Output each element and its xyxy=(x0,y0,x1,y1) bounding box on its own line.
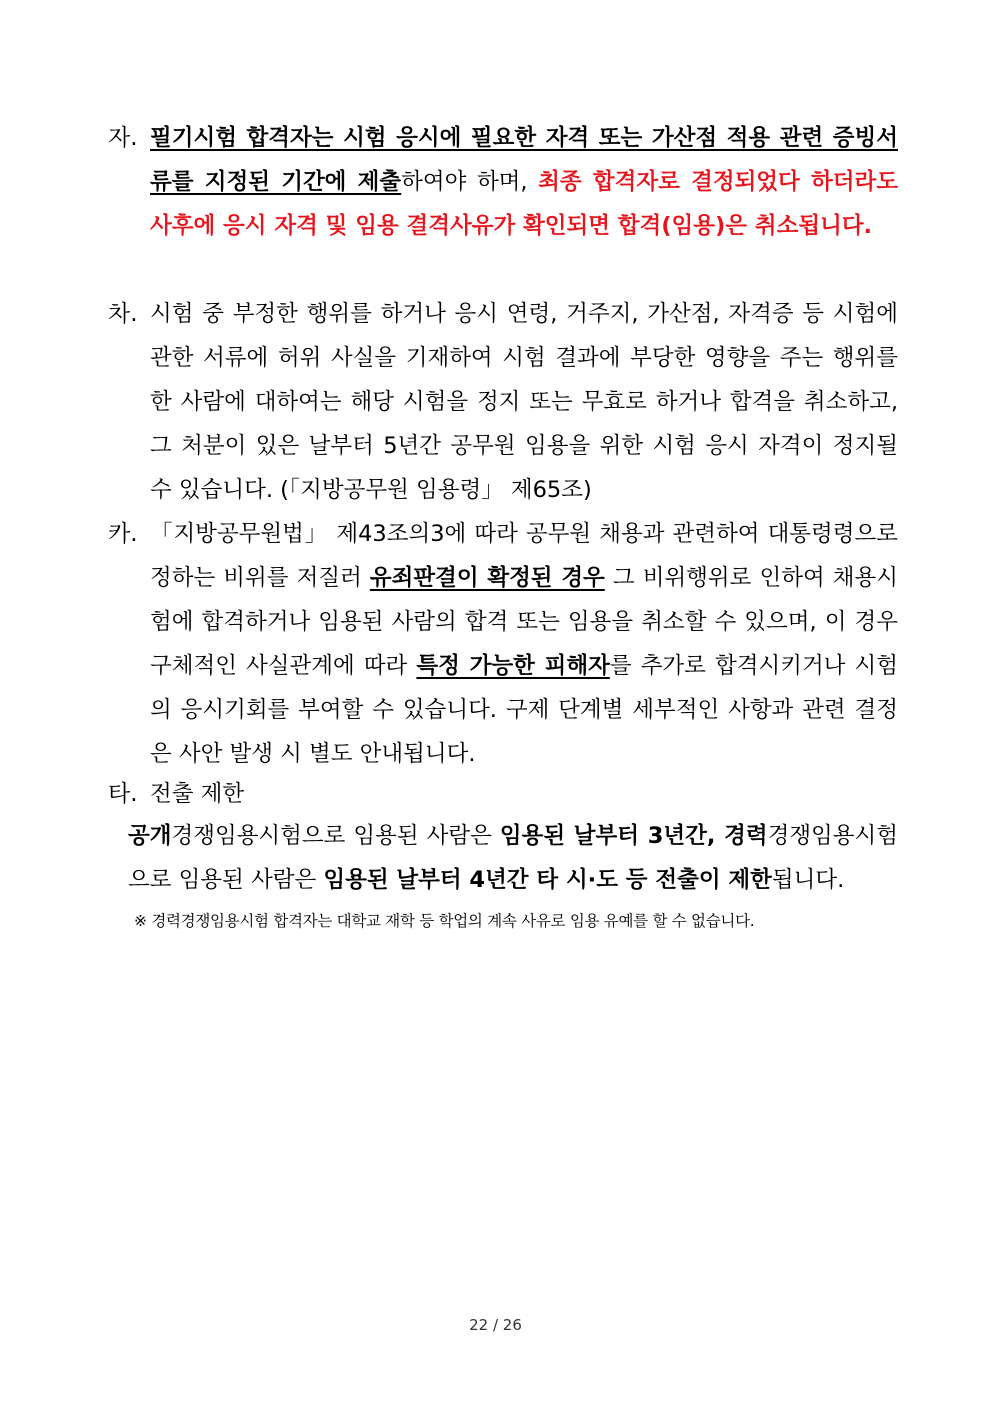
item-cha xyxy=(108,292,898,512)
plain-text: 그 비위행위로 인하여 채용시험에 합격하거나 임용된 사람의 합격 또는 임용을 취소할 수 있으며, 이 경우 구체적인 사실관계에 따라 xyxy=(150,565,898,679)
bold-text: 공개 xyxy=(128,823,172,849)
plain-text: 경쟁임용시험으로 임용된 사람은 xyxy=(171,823,500,849)
emphasis-underline: 특정 가능한 피해자 xyxy=(416,653,610,679)
emphasis-underline: 필기시험 합격자는 시험 응시에 필요한 자격 또는 가산점 적용 관련 증빙서류를 지정된 기간에 제출 xyxy=(150,125,898,195)
footnote: ※ 경력경쟁임용시험 합격자는 대학교 재학 등 학업의 계속 사유로 임용 유예를 할 수 없습니다. xyxy=(134,912,755,930)
item-ka xyxy=(108,512,898,776)
transfer-restriction-text xyxy=(128,814,898,902)
bold-text: 임용된 날부터 4년간 타 시·도 등 전출이 제한 xyxy=(323,867,772,893)
item-text xyxy=(150,116,898,248)
plain-text: 를 추가로 합격시키거나 시험의 응시기회를 부여할 수 있습니다. 구제 단계별 세부적인 사항과 관련 결정은 사안 발생 시 별도 안내됩니다. xyxy=(150,653,898,767)
plain-text: 하여야 하며, xyxy=(401,169,539,195)
item-ja xyxy=(108,116,898,248)
item-text xyxy=(150,512,898,776)
item-marker: 카. xyxy=(108,521,138,547)
item-ta xyxy=(108,772,898,816)
bold-text: 임용된 날부터 3년간, 경력 xyxy=(499,823,768,849)
item-marker: 자. xyxy=(108,125,138,151)
red-warning: 최종 합격자로 결정되었다 하더라도 사후에 응시 자격 및 임용 결격사유가 확인되면 합격(임용)은 취소됩니다. xyxy=(150,169,898,239)
plain-text: 「지방공무원법」 제43조의3에 따라 공무원 채용과 관련하여 대통령령으로 정하는 비위를 저질러 xyxy=(150,521,898,591)
item-text: 전출 제한 xyxy=(150,781,245,807)
item-marker: 타. xyxy=(108,781,138,807)
plain-text: 경쟁임용시험으로 임용된 사람은 xyxy=(128,823,898,893)
item-marker: 차. xyxy=(108,301,138,327)
page-number: 22 / 26 xyxy=(469,1316,522,1334)
item-text: 시험 중 부정한 행위를 하거나 응시 연령, 거주지, 가산점, 자격증 등 시험에 관한 서류에 허위 사실을 기재하여 시험 결과에 부당한 영향을 주는 행위를 한 사람에 대하여는 해당 시험을 정지 또는 무효로 하거나 합격을 취소하고, 그 처분이 있은 날부터 5년간 공무원 임용을 위한 시험 응시 자격이 정지될 수 있습니다. (「지방공무원 임용령」 제65조) xyxy=(150,301,898,503)
plain-text: 됩니다. xyxy=(771,867,845,893)
emphasis-underline: 유죄판결이 확정된 경우 xyxy=(369,565,605,591)
